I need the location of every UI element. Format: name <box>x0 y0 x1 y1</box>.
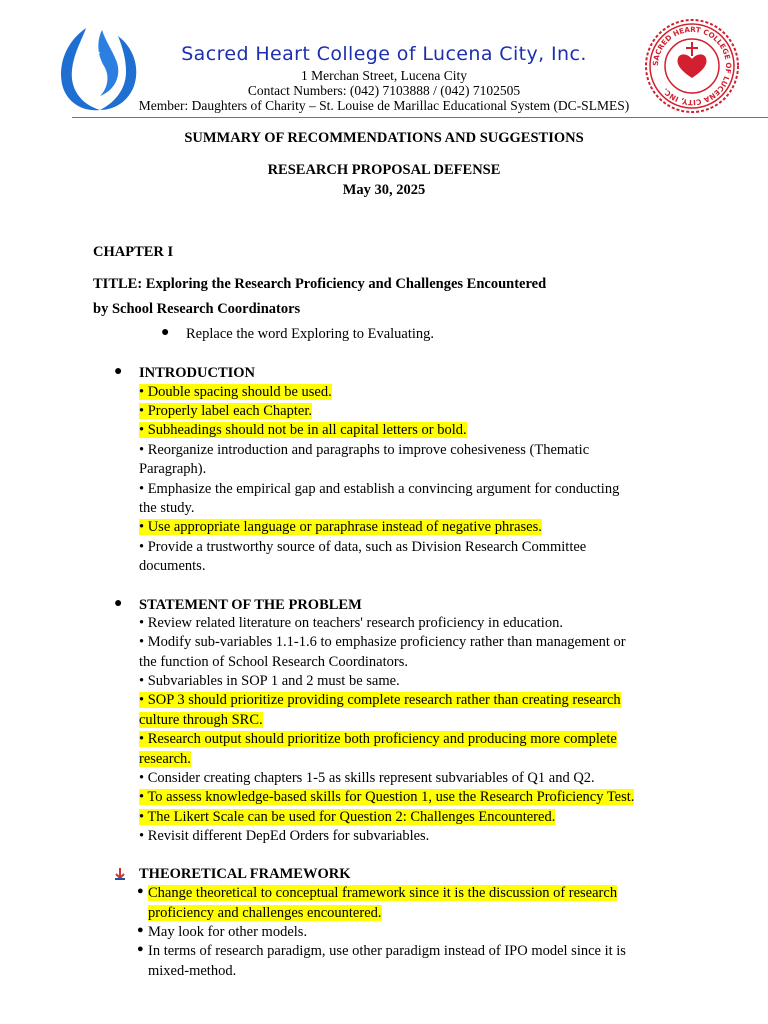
list-item: • Reorganize introduction and paragraphs to improve cohesiveness (Thematic <box>139 442 590 458</box>
document-subtitle: RESEARCH PROPOSAL DEFENSE <box>267 162 501 178</box>
research-title-line1: TITLE: Exploring the Research Proficiency and Challenges Encountered <box>93 276 547 292</box>
list-item: • SOP 3 should prioritize providing complete research rather than creating research <box>139 692 621 708</box>
document-date: May 30, 2025 <box>342 182 426 198</box>
college-membership: Member: Daughters of Charity – St. Louise de Marillac Educational System (DC-SLMES) <box>138 98 630 113</box>
research-title-line2: by School Research Coordinators <box>93 301 301 317</box>
bullet-icon: ● <box>161 325 170 340</box>
bullet-icon: ● <box>137 924 144 936</box>
bullet-icon: ● <box>114 596 123 611</box>
list-item: In terms of research paradigm, use other paradigm instead of IPO model since it is <box>148 943 626 959</box>
list-item: Change theoretical to conceptual framework since it is the discussion of research <box>148 885 618 901</box>
list-item: Paragraph). <box>139 461 207 477</box>
list-item: mixed-method. <box>148 963 237 979</box>
section-heading-theoretical-framework: THEORETICAL FRAMEWORK <box>139 866 351 882</box>
college-address: 1 Merchan Street, Lucena City <box>300 68 468 83</box>
list-item: • Subvariables in SOP 1 and 2 must be same. <box>139 673 400 689</box>
list-item: research. <box>139 751 191 767</box>
list-item: • Emphasize the empirical gap and establish a convincing argument for conducting <box>139 481 620 497</box>
section-heading-statement-of-the-problem: STATEMENT OF THE PROBLEM <box>139 597 362 613</box>
title-note: Replace the word Exploring to Evaluating. <box>186 326 435 342</box>
list-item: the study. <box>139 500 195 516</box>
bullet-icon: ● <box>137 885 144 897</box>
arrow-bullet-icon <box>113 867 127 881</box>
list-item: • Provide a trustworthy source of data, such as Division Research Committee <box>139 539 587 555</box>
list-item: • To assess knowledge-based skills for Question 1, use the Research Proficiency Test. <box>139 789 635 805</box>
list-item: • Subheadings should not be in all capital letters or bold. <box>139 422 467 438</box>
seal-text: SACRED HEART COLLEGE OF LUCENA CITY, INC. <box>650 24 734 108</box>
letterhead <box>0 0 768 120</box>
college-contact: Contact Numbers: (042) 7103888 / (042) 7102505 <box>247 83 521 98</box>
chapter-label: CHAPTER I <box>93 244 174 260</box>
list-item: proficiency and challenges encountered. <box>148 905 382 921</box>
bullet-icon: ● <box>137 943 144 955</box>
list-item: documents. <box>139 558 206 574</box>
list-item: • Review related literature on teachers' research proficiency in education. <box>139 615 563 631</box>
bullet-icon: ● <box>114 364 123 379</box>
header-divider <box>72 117 768 118</box>
list-item: • Modify sub-variables 1.1-1.6 to emphasize proficiency rather than management or <box>139 634 626 650</box>
list-item: • Revisit different DepEd Orders for subvariables. <box>139 828 430 844</box>
list-item: • Consider creating chapters 1-5 as skills represent subvariables of Q1 and Q2. <box>139 770 595 786</box>
list-item: • Double spacing should be used. <box>139 384 332 400</box>
list-item: • Use appropriate language or paraphrase instead of negative phrases. <box>139 519 542 535</box>
college-seal-icon <box>644 18 740 114</box>
list-item: • Properly label each Chapter. <box>139 403 312 419</box>
list-item: culture through SRC. <box>139 712 263 728</box>
college-name: Sacred Heart College of Lucena City, Inc. <box>181 43 587 65</box>
list-item: • Research output should prioritize both proficiency and producing more complete <box>139 731 617 747</box>
section-heading-introduction: INTRODUCTION <box>139 365 256 381</box>
document-title: SUMMARY OF RECOMMENDATIONS AND SUGGESTIONS <box>184 130 584 146</box>
list-item: • The Likert Scale can be used for Question 2: Challenges Encountered. <box>139 809 556 825</box>
list-item: May look for other models. <box>148 924 308 940</box>
list-item: the function of School Research Coordinators. <box>139 654 408 670</box>
